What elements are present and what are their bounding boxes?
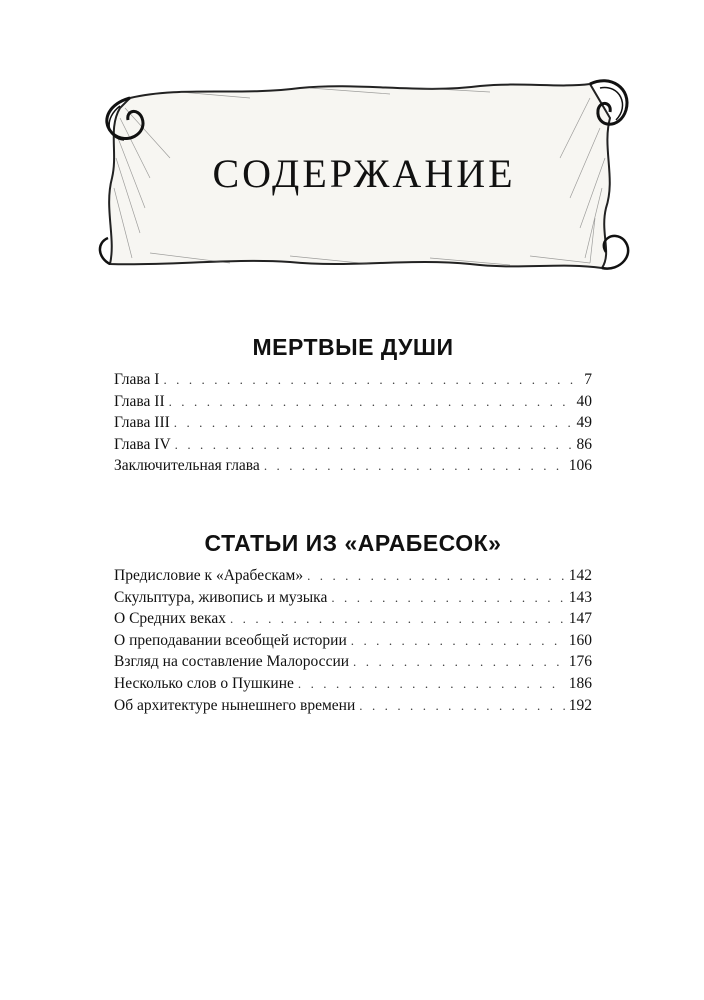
toc-entry[interactable]: [114, 369, 592, 391]
toc-entry-label: О преподавании всеобщей истории: [114, 631, 347, 649]
dot-leader: [169, 391, 573, 413]
toc-entry-page: 49: [576, 414, 592, 432]
toc-list: [114, 565, 592, 716]
dot-leader: [351, 630, 565, 652]
dot-leader: [359, 695, 565, 717]
toc-entry[interactable]: [114, 695, 592, 717]
toc-entry-page: 142: [568, 567, 592, 584]
dot-leader: [307, 565, 565, 587]
toc-entry-page: 147: [568, 610, 592, 628]
toc-entry[interactable]: [114, 391, 592, 413]
section-heading: СТАТЬИ ИЗ «АРАБЕСОК»: [204, 530, 502, 556]
dot-leader: [163, 369, 580, 391]
toc-entry[interactable]: [114, 587, 592, 609]
toc-entry[interactable]: [114, 565, 592, 587]
toc-entry-label: Несколько слов о Пушкине: [114, 674, 294, 692]
page-title: СОДЕРЖАНИЕ: [212, 151, 516, 196]
toc-entry-page: 86: [576, 435, 592, 453]
toc-entry-label: Взгляд на составление Малороссии: [114, 653, 350, 671]
toc-entry-page: 160: [568, 631, 592, 649]
section-heading: МЕРТВЫЕ ДУШИ: [252, 334, 454, 360]
toc-entry-label: Глава IV: [114, 435, 171, 453]
toc-entry-label: Глава II: [114, 392, 165, 410]
toc-entry-label: Глава I: [114, 371, 160, 388]
section-dead-souls: [114, 334, 592, 477]
toc-entry-label: Предисловие к «Арабескам»: [114, 567, 304, 584]
toc-entry-page: 106: [568, 457, 592, 475]
toc-entry-page: 176: [568, 653, 592, 671]
toc-entry-label: О Средних веках: [114, 610, 226, 628]
toc-entry-label: Скульптура, живопись и музыка: [114, 588, 328, 606]
toc-entry[interactable]: [114, 434, 592, 456]
toc-entry-label: Глава III: [114, 414, 170, 432]
toc-entry-label: Заключительная глава: [114, 457, 260, 475]
toc-entry[interactable]: [114, 608, 592, 630]
dot-leader: [175, 434, 573, 456]
toc-entry[interactable]: [114, 412, 592, 434]
toc-entry-page: 40: [576, 392, 592, 410]
toc-entry[interactable]: [114, 651, 592, 673]
toc-entry[interactable]: [114, 630, 592, 652]
toc-entry-label: Об архитектуре нынешнего времени: [114, 696, 356, 714]
dot-leader: [174, 412, 573, 434]
dot-leader: [331, 587, 564, 609]
toc-entry-page: 7: [584, 371, 592, 388]
section-arabesques: [114, 530, 592, 716]
dot-leader: [230, 608, 565, 630]
toc-entry-page: 143: [568, 588, 592, 606]
dot-leader: [264, 455, 565, 477]
toc-entry-page: 192: [568, 696, 592, 714]
dot-leader: [298, 673, 565, 695]
toc-entry[interactable]: [114, 673, 592, 695]
toc-entry-page: 186: [568, 674, 592, 692]
toc-entry[interactable]: [114, 455, 592, 477]
dot-leader: [353, 651, 565, 673]
scroll-banner: [90, 58, 638, 276]
toc-list: [114, 369, 592, 477]
